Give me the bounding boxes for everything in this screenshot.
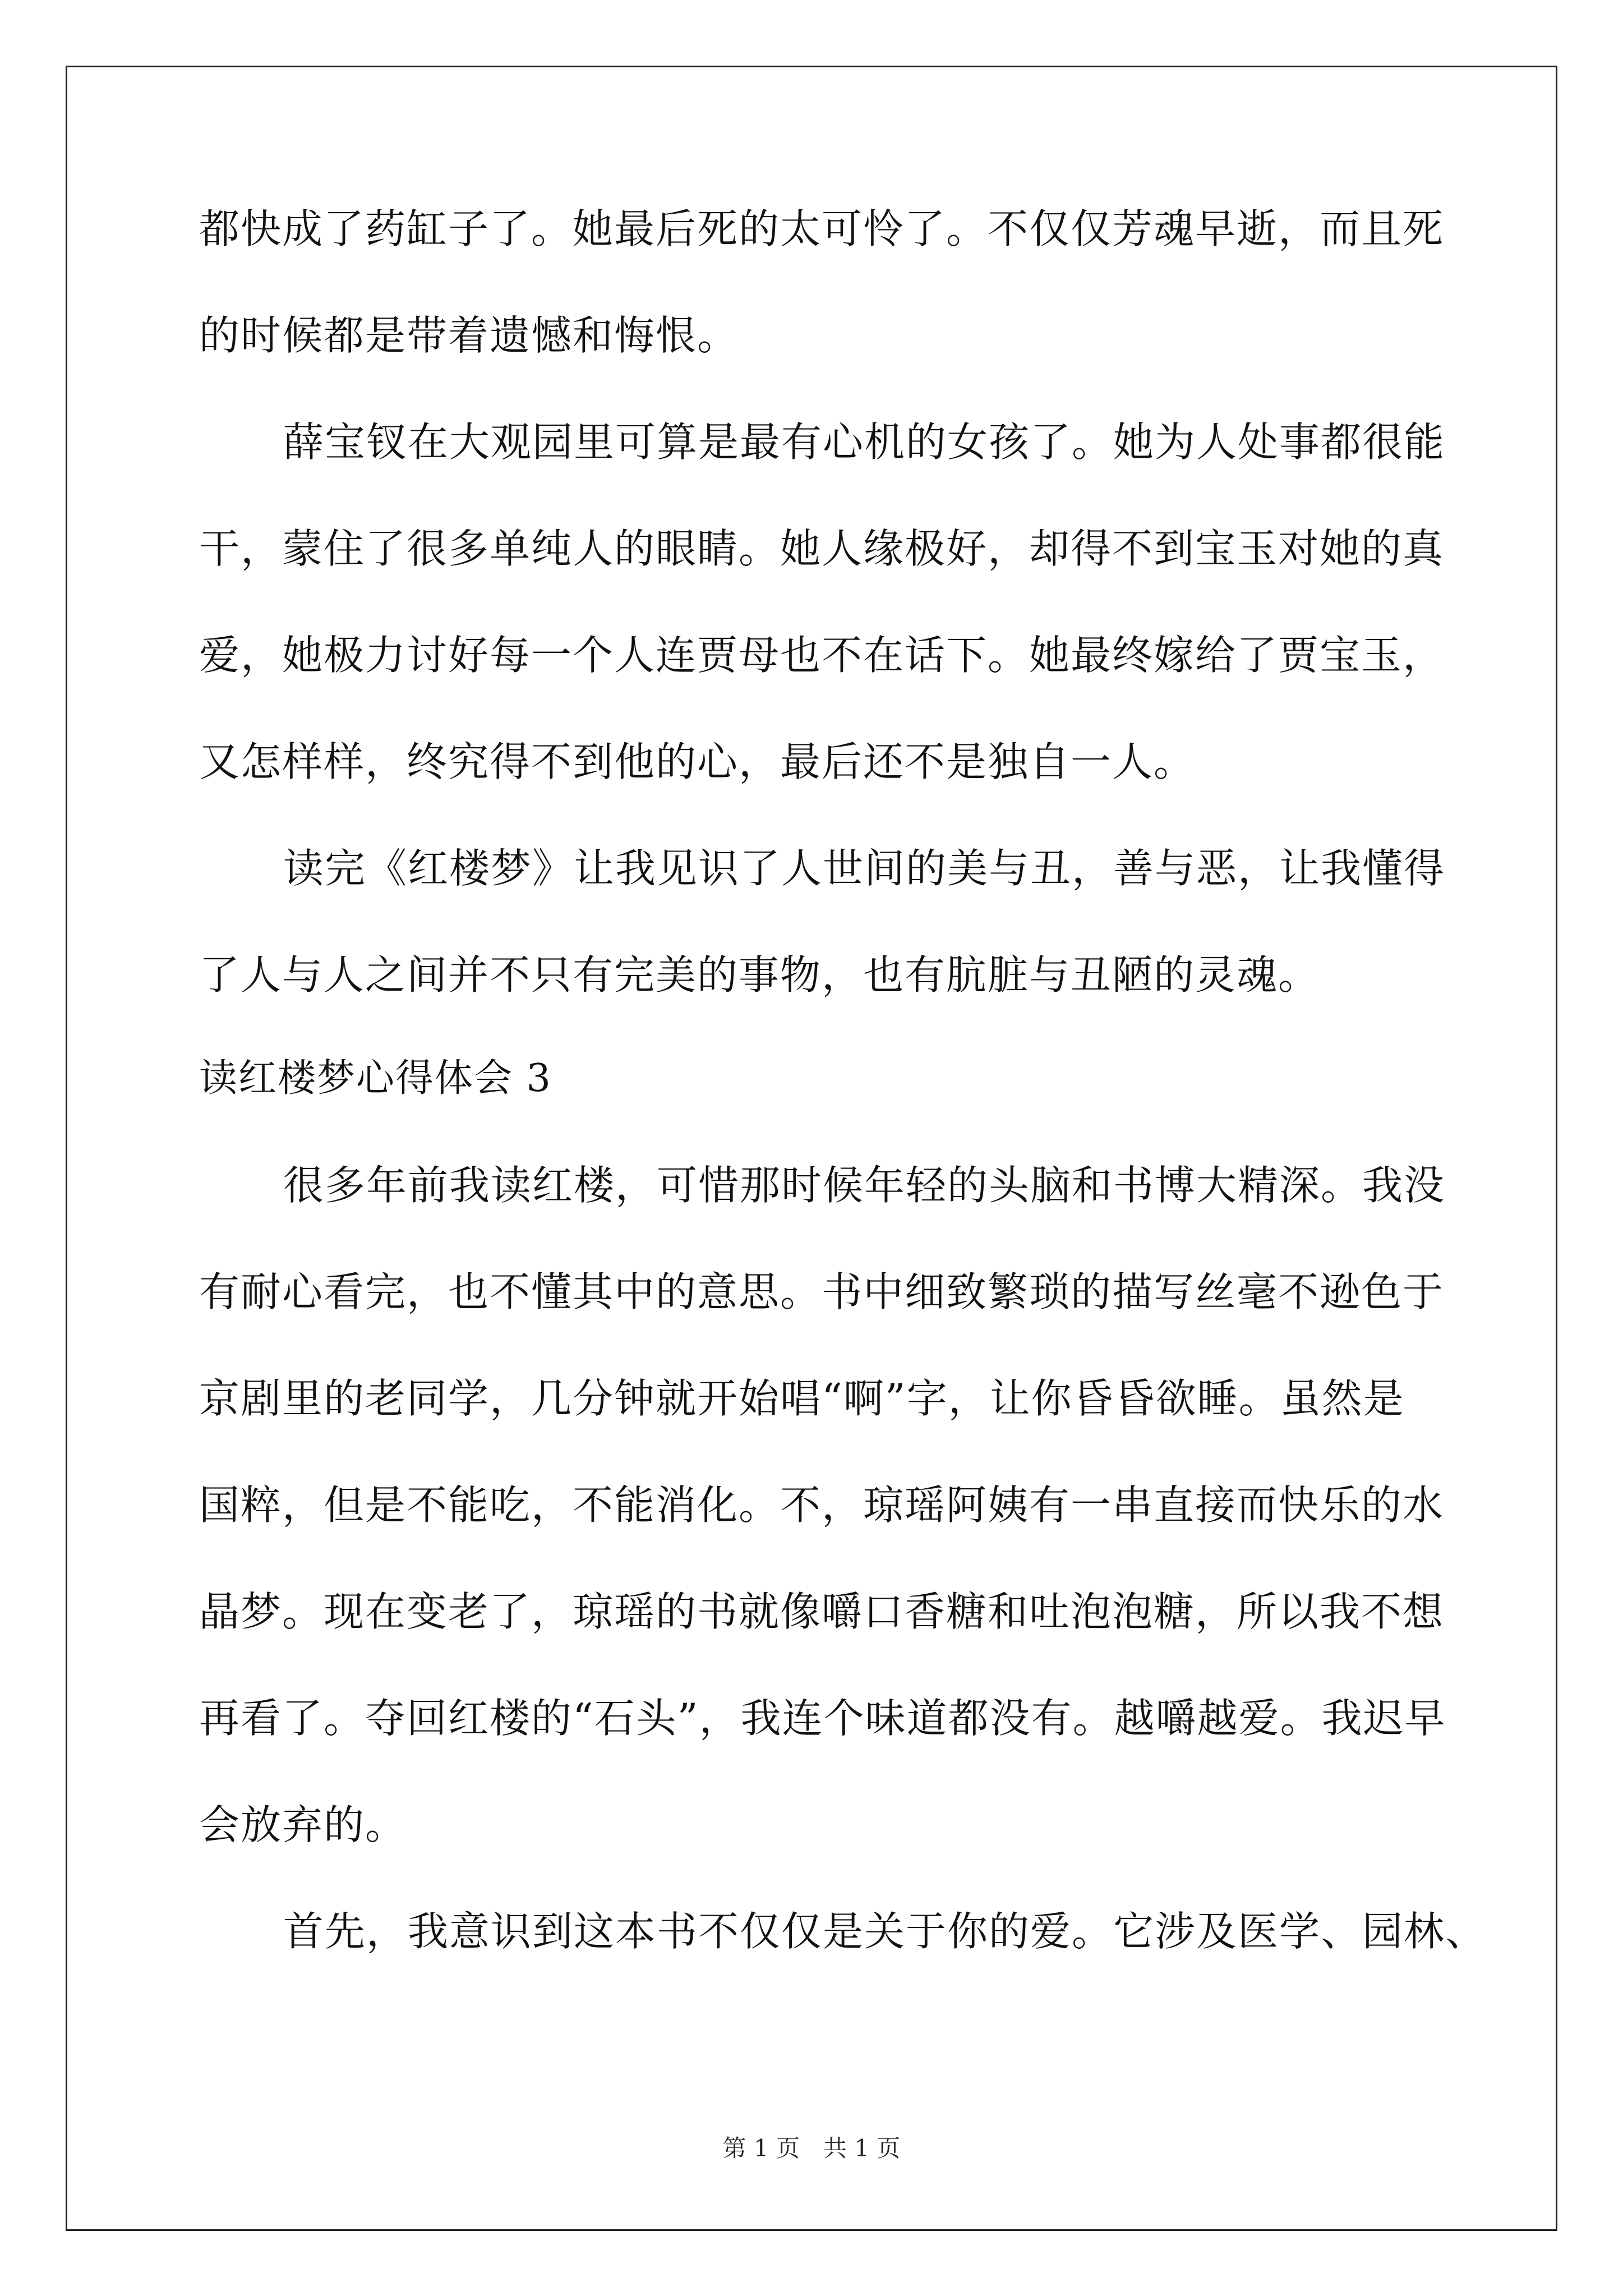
text-line: 国粹，但是不能吃，不能消化。不，琼瑶阿姨有一串直接而快乐的水 (199, 1481, 1445, 1529)
paragraph-first-line: 薛宝钗在大观园里可算是最有心机的女孩了。她为人处事都很能 (283, 418, 1446, 466)
paragraph-first-line: 首先，我意识到这本书不仅仅是关于你的爱。它涉及医学、园林、 (283, 1908, 1487, 1955)
text-line: 有耐心看完，也不懂其中的意思。书中细致繁琐的描写丝毫不逊色于 (199, 1268, 1445, 1315)
paragraph-first-line: 读完《红楼梦》让我见识了人世间的美与丑，善与恶，让我懂得 (283, 845, 1446, 892)
section-heading: 读红楼梦心得体会 3 (199, 1056, 552, 1101)
text-line: 都快成了药缸子了。她最后死的太可怜了。不仅仅芳魂早逝，而且死 (199, 205, 1445, 252)
text-line: 了人与人之间并不只有完美的事物，也有肮脏与丑陋的灵魂。 (199, 951, 1320, 999)
text-line: 爱，她极力讨好每一个人连贾母也不在话下。她最终嫁给了贾宝玉， (199, 632, 1445, 679)
page-number-footer: 第 1 页 共 1 页 (722, 2134, 901, 2162)
text-line: 的时候都是带着遗憾和悔恨。 (199, 312, 739, 359)
text-line: 又怎样样，终究得不到他的心，最后还不是独自一人。 (199, 738, 1196, 785)
text-line: 干，蒙住了很多单纯人的眼睛。她人缘极好，却得不到宝玉对她的真 (199, 525, 1445, 572)
text-line: 再看了。夺回红楼的“石头”，我连个味道都没有。越嚼越爱。我迟早 (199, 1695, 1446, 1742)
text-line: 晶梦。现在变老了，琼瑶的书就像嚼口香糖和吐泡泡糖，所以我不想 (199, 1588, 1445, 1635)
text-line: 京剧里的老同学，几分钟就开始唱“啊”字，让你昏昏欲睡。虽然是 (199, 1375, 1405, 1422)
text-line: 会放弃的。 (199, 1801, 407, 1848)
paragraph-first-line: 很多年前我读红楼，可惜那时候年轻的头脑和书博大精深。我没 (283, 1162, 1446, 1209)
